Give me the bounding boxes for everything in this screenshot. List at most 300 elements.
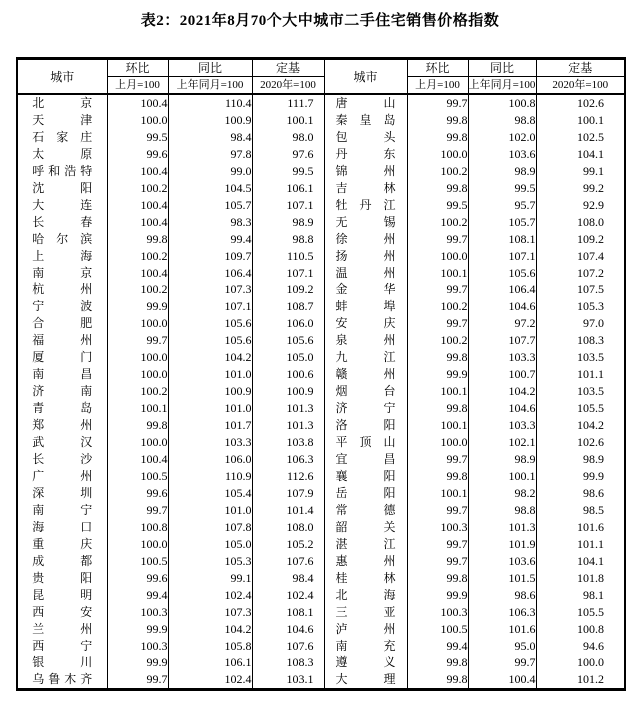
header-mom-base-right: 上月=100 <box>407 77 468 95</box>
table-row <box>17 146 625 163</box>
city-cell <box>324 638 407 655</box>
city-cell <box>324 502 407 519</box>
index-value-cell: 107.1 <box>252 197 324 214</box>
city-cell <box>324 315 407 332</box>
city-name: 呼和浩特 <box>32 163 93 178</box>
table-row <box>17 604 625 621</box>
index-value-cell: 106.0 <box>168 451 252 468</box>
index-value-cell: 98.9 <box>252 214 324 231</box>
index-value-cell: 99.4 <box>107 587 168 604</box>
index-value-cell: 100.3 <box>407 519 468 536</box>
city-cell <box>324 519 407 536</box>
city-name: 西安 <box>32 604 93 619</box>
index-value-cell: 109.2 <box>536 231 625 248</box>
index-value-cell: 97.6 <box>252 146 324 163</box>
city-name: 九江 <box>335 350 396 365</box>
table-row <box>17 519 625 536</box>
index-value-cell: 100.1 <box>252 112 324 129</box>
city-cell <box>17 265 107 282</box>
index-value-cell: 100.2 <box>407 163 468 180</box>
index-value-cell: 99.5 <box>468 180 536 197</box>
index-value-cell: 99.6 <box>107 146 168 163</box>
index-value-cell: 106.1 <box>168 654 252 671</box>
city-cell <box>17 366 107 383</box>
header-base-base-left: 2020年=100 <box>252 77 324 95</box>
index-value-cell: 103.3 <box>468 349 536 366</box>
index-value-cell: 98.2 <box>468 485 536 502</box>
index-value-cell: 103.1 <box>252 671 324 689</box>
index-value-cell: 103.5 <box>536 349 625 366</box>
index-value-cell: 105.2 <box>252 536 324 553</box>
header-mom-left: 环比 <box>107 59 168 77</box>
index-value-cell: 100.0 <box>107 349 168 366</box>
city-name: 烟台 <box>335 384 396 399</box>
index-value-cell: 102.4 <box>252 587 324 604</box>
index-value-cell: 99.6 <box>107 485 168 502</box>
index-value-cell: 100.4 <box>107 163 168 180</box>
city-name: 金华 <box>335 282 396 297</box>
index-value-cell: 105.3 <box>536 298 625 315</box>
index-value-cell: 99.9 <box>407 587 468 604</box>
index-value-cell: 100.1 <box>407 383 468 400</box>
city-name: 济宁 <box>335 401 396 416</box>
index-value-cell: 105.6 <box>168 332 252 349</box>
index-value-cell: 100.4 <box>107 451 168 468</box>
index-value-cell: 108.0 <box>252 519 324 536</box>
index-value-cell: 100.9 <box>252 383 324 400</box>
city-name: 惠州 <box>335 553 396 568</box>
index-value-cell: 98.4 <box>168 129 252 146</box>
index-value-cell: 99.7 <box>407 502 468 519</box>
table-row <box>17 281 625 298</box>
index-value-cell: 100.2 <box>107 248 168 265</box>
table-row <box>17 94 625 112</box>
city-cell <box>324 197 407 214</box>
table-row <box>17 502 625 519</box>
index-value-cell: 104.5 <box>168 180 252 197</box>
table-row <box>17 587 625 604</box>
index-value-cell: 95.0 <box>468 638 536 655</box>
index-value-cell: 100.0 <box>107 315 168 332</box>
city-cell <box>324 146 407 163</box>
index-value-cell: 105.8 <box>168 638 252 655</box>
table-header <box>17 59 625 95</box>
index-value-cell: 99.8 <box>407 570 468 587</box>
index-value-cell: 100.1 <box>536 112 625 129</box>
table-row <box>17 197 625 214</box>
city-cell <box>17 671 107 689</box>
city-name: 北京 <box>32 96 93 110</box>
city-cell <box>17 281 107 298</box>
city-name: 泸州 <box>335 621 396 636</box>
table-row <box>17 638 625 655</box>
index-value-cell: 99.7 <box>468 654 536 671</box>
city-name: 南宁 <box>32 502 93 517</box>
city-cell <box>17 214 107 231</box>
index-value-cell: 108.7 <box>252 298 324 315</box>
index-value-cell: 102.6 <box>536 434 625 451</box>
index-value-cell: 99.7 <box>407 94 468 112</box>
city-cell <box>17 163 107 180</box>
index-value-cell: 101.2 <box>536 671 625 689</box>
index-value-cell: 100.0 <box>536 654 625 671</box>
index-value-cell: 98.3 <box>168 214 252 231</box>
city-cell <box>324 112 407 129</box>
index-value-cell: 99.8 <box>407 112 468 129</box>
city-cell <box>17 197 107 214</box>
index-value-cell: 105.0 <box>252 349 324 366</box>
index-value-cell: 99.7 <box>107 502 168 519</box>
index-value-cell: 106.3 <box>252 451 324 468</box>
table-row <box>17 671 625 689</box>
city-name: 岳阳 <box>335 485 396 500</box>
city-name: 三亚 <box>335 604 396 619</box>
index-value-cell: 99.4 <box>168 231 252 248</box>
city-name: 包头 <box>335 129 396 144</box>
index-value-cell: 100.2 <box>407 214 468 231</box>
index-value-cell: 100.1 <box>407 485 468 502</box>
city-name: 无锡 <box>335 214 396 229</box>
index-value-cell: 108.0 <box>536 214 625 231</box>
city-cell <box>17 315 107 332</box>
index-value-cell: 99.1 <box>168 570 252 587</box>
index-value-cell: 107.8 <box>168 519 252 536</box>
table-row <box>17 349 625 366</box>
table-title: 表2：2021年8月70个大中城市二手住宅销售价格指数 <box>140 13 500 29</box>
index-value-cell: 101.0 <box>168 502 252 519</box>
index-value-cell: 99.7 <box>407 231 468 248</box>
header-yoy-base-left: 上年同月=100 <box>168 77 252 95</box>
index-value-cell: 100.9 <box>168 383 252 400</box>
index-value-cell: 106.4 <box>168 265 252 282</box>
index-value-cell: 107.1 <box>252 265 324 282</box>
index-value-cell: 101.6 <box>468 621 536 638</box>
city-name: 长沙 <box>32 452 93 467</box>
index-value-cell: 100.1 <box>407 265 468 282</box>
city-cell <box>324 281 407 298</box>
index-value-cell: 99.7 <box>407 451 468 468</box>
index-value-cell: 108.3 <box>536 332 625 349</box>
index-value-cell: 100.4 <box>107 197 168 214</box>
city-name: 北海 <box>335 587 396 602</box>
index-value-cell: 99.8 <box>107 417 168 434</box>
city-cell <box>17 536 107 553</box>
index-value-cell: 109.7 <box>168 248 252 265</box>
header-mom-right: 环比 <box>407 59 468 77</box>
index-value-cell: 98.4 <box>252 570 324 587</box>
index-value-cell: 105.0 <box>168 536 252 553</box>
index-value-cell: 99.8 <box>407 400 468 417</box>
table-row <box>17 366 625 383</box>
index-value-cell: 110.5 <box>252 248 324 265</box>
city-cell <box>324 570 407 587</box>
city-name: 武汉 <box>32 435 93 450</box>
header-row-groups <box>17 59 625 77</box>
city-name: 杭州 <box>32 282 93 297</box>
city-name: 西宁 <box>32 638 93 653</box>
index-value-cell: 107.1 <box>468 248 536 265</box>
table-row <box>17 265 625 282</box>
city-cell <box>17 298 107 315</box>
city-name: 广州 <box>32 468 93 483</box>
city-cell <box>17 112 107 129</box>
index-value-cell: 97.8 <box>168 146 252 163</box>
table-row <box>17 417 625 434</box>
city-name: 福州 <box>32 333 93 348</box>
index-value-cell: 99.7 <box>407 281 468 298</box>
index-value-cell: 102.1 <box>468 434 536 451</box>
city-name: 海口 <box>32 519 93 534</box>
index-value-cell: 98.9 <box>468 163 536 180</box>
city-cell <box>17 570 107 587</box>
city-name: 成都 <box>32 553 93 568</box>
index-value-cell: 109.2 <box>252 281 324 298</box>
city-cell <box>324 163 407 180</box>
table-row <box>17 434 625 451</box>
index-value-cell: 103.6 <box>468 553 536 570</box>
index-value-cell: 100.6 <box>252 366 324 383</box>
city-cell <box>17 434 107 451</box>
index-value-cell: 98.9 <box>536 451 625 468</box>
city-cell <box>324 434 407 451</box>
city-cell <box>17 180 107 197</box>
city-name: 锦州 <box>335 163 396 178</box>
index-value-cell: 98.9 <box>468 451 536 468</box>
index-value-cell: 106.0 <box>252 315 324 332</box>
city-cell <box>324 366 407 383</box>
header-city-right: 城市 <box>324 59 407 95</box>
index-value-cell: 99.1 <box>536 163 625 180</box>
city-cell <box>17 146 107 163</box>
index-value-cell: 94.6 <box>536 638 625 655</box>
index-value-cell: 98.1 <box>536 587 625 604</box>
index-value-cell: 97.0 <box>536 315 625 332</box>
index-value-cell: 100.0 <box>107 434 168 451</box>
index-value-cell: 104.6 <box>252 621 324 638</box>
index-value-cell: 98.8 <box>468 112 536 129</box>
table-body <box>17 94 625 690</box>
city-name: 赣州 <box>335 367 396 382</box>
header-base-base-right: 2020年=100 <box>536 77 625 95</box>
city-name: 常德 <box>335 502 396 517</box>
index-value-cell: 99.6 <box>107 570 168 587</box>
index-value-cell: 99.9 <box>107 654 168 671</box>
city-cell <box>17 400 107 417</box>
city-name: 天津 <box>32 112 93 127</box>
table-row <box>17 180 625 197</box>
city-name: 遵义 <box>335 655 396 670</box>
index-value-cell: 100.3 <box>407 604 468 621</box>
table-row <box>17 451 625 468</box>
city-name: 大理 <box>335 672 396 687</box>
index-value-cell: 101.6 <box>536 519 625 536</box>
index-value-cell: 100.2 <box>107 383 168 400</box>
index-value-cell: 107.1 <box>168 298 252 315</box>
index-value-cell: 100.7 <box>468 366 536 383</box>
city-cell <box>17 383 107 400</box>
index-value-cell: 105.4 <box>168 485 252 502</box>
city-name: 南昌 <box>32 367 93 382</box>
table-row <box>17 231 625 248</box>
index-value-cell: 101.5 <box>468 570 536 587</box>
index-value-cell: 105.7 <box>468 214 536 231</box>
index-value-cell: 100.2 <box>107 180 168 197</box>
city-name: 桂林 <box>335 570 396 585</box>
city-cell <box>324 671 407 689</box>
city-name: 韶关 <box>335 519 396 534</box>
table-row <box>17 485 625 502</box>
city-name: 襄阳 <box>335 468 396 483</box>
city-cell <box>17 231 107 248</box>
index-value-cell: 107.4 <box>536 248 625 265</box>
index-value-cell: 106.4 <box>468 281 536 298</box>
index-value-cell: 107.3 <box>168 281 252 298</box>
index-value-cell: 103.8 <box>252 434 324 451</box>
index-value-cell: 106.3 <box>468 604 536 621</box>
city-cell <box>324 485 407 502</box>
city-name: 安庆 <box>335 316 396 331</box>
index-value-cell: 101.1 <box>536 536 625 553</box>
index-value-cell: 100.0 <box>407 434 468 451</box>
index-value-cell: 104.1 <box>536 146 625 163</box>
index-value-cell: 100.1 <box>107 400 168 417</box>
index-value-cell: 105.6 <box>168 315 252 332</box>
index-value-cell: 99.7 <box>407 536 468 553</box>
city-name: 济南 <box>32 384 93 399</box>
table-row <box>17 383 625 400</box>
header-city-left: 城市 <box>17 59 107 95</box>
table-row <box>17 214 625 231</box>
city-cell <box>17 502 107 519</box>
city-name: 平顶山 <box>335 435 396 450</box>
index-value-cell: 100.3 <box>107 604 168 621</box>
index-value-cell: 105.6 <box>468 265 536 282</box>
city-name: 乌鲁木齐 <box>32 672 93 687</box>
index-value-cell: 101.4 <box>252 502 324 519</box>
city-cell <box>324 332 407 349</box>
city-name: 徐州 <box>335 231 396 246</box>
index-value-cell: 99.4 <box>407 638 468 655</box>
header-row-subs <box>17 77 625 95</box>
index-value-cell: 99.5 <box>407 197 468 214</box>
index-value-cell: 107.2 <box>536 265 625 282</box>
city-cell <box>324 654 407 671</box>
index-value-cell: 106.1 <box>252 180 324 197</box>
city-cell <box>17 654 107 671</box>
city-name: 沈阳 <box>32 180 93 195</box>
table-row <box>17 315 625 332</box>
index-value-cell: 100.0 <box>407 146 468 163</box>
index-value-cell: 105.5 <box>536 400 625 417</box>
index-value-cell: 100.0 <box>107 366 168 383</box>
city-cell <box>324 553 407 570</box>
table-row <box>17 570 625 587</box>
index-value-cell: 105.5 <box>536 604 625 621</box>
city-name: 太原 <box>32 146 93 161</box>
index-value-cell: 97.2 <box>468 315 536 332</box>
city-name: 深圳 <box>32 485 93 500</box>
index-value-cell: 99.7 <box>407 315 468 332</box>
city-name: 石家庄 <box>32 129 93 144</box>
table-row <box>17 468 625 485</box>
city-name: 洛阳 <box>335 418 396 433</box>
index-value-cell: 100.2 <box>107 281 168 298</box>
index-value-cell: 100.8 <box>536 621 625 638</box>
index-value-cell: 110.4 <box>168 94 252 112</box>
index-value-cell: 99.9 <box>407 366 468 383</box>
index-value-cell: 104.2 <box>168 621 252 638</box>
city-name: 贵阳 <box>32 570 93 585</box>
city-name: 湛江 <box>335 536 396 551</box>
index-value-cell: 101.7 <box>168 417 252 434</box>
city-name: 唐山 <box>335 96 396 110</box>
city-cell <box>17 553 107 570</box>
city-name: 厦门 <box>32 350 93 365</box>
city-cell <box>324 383 407 400</box>
city-name: 宜昌 <box>335 452 396 467</box>
city-name: 宁波 <box>32 299 93 314</box>
index-value-cell: 100.5 <box>107 468 168 485</box>
index-value-cell: 99.7 <box>407 553 468 570</box>
city-cell <box>324 231 407 248</box>
index-value-cell: 104.2 <box>168 349 252 366</box>
index-value-cell: 99.8 <box>407 654 468 671</box>
index-value-cell: 105.6 <box>252 332 324 349</box>
index-value-cell: 101.8 <box>536 570 625 587</box>
city-name: 郑州 <box>32 418 93 433</box>
city-cell <box>324 621 407 638</box>
table-row <box>17 400 625 417</box>
index-value-cell: 100.4 <box>107 265 168 282</box>
index-value-cell: 105.3 <box>168 553 252 570</box>
city-cell <box>324 248 407 265</box>
index-value-cell: 99.9 <box>107 621 168 638</box>
city-name: 兰州 <box>32 621 93 636</box>
index-value-cell: 104.6 <box>468 298 536 315</box>
city-cell <box>17 604 107 621</box>
city-cell <box>324 451 407 468</box>
header-base-right: 定基 <box>536 59 625 77</box>
index-value-cell: 100.4 <box>107 94 168 112</box>
city-name: 扬州 <box>335 248 396 263</box>
index-value-cell: 107.7 <box>468 332 536 349</box>
city-name: 青岛 <box>32 401 93 416</box>
index-value-cell: 98.8 <box>468 502 536 519</box>
index-value-cell: 107.5 <box>536 281 625 298</box>
index-value-cell: 100.8 <box>107 519 168 536</box>
city-cell <box>17 587 107 604</box>
index-value-cell: 104.2 <box>536 417 625 434</box>
index-value-cell: 100.9 <box>168 112 252 129</box>
city-cell <box>324 265 407 282</box>
table-row <box>17 129 625 146</box>
index-value-cell: 108.1 <box>252 604 324 621</box>
index-value-cell: 107.6 <box>252 553 324 570</box>
city-name: 泉州 <box>335 333 396 348</box>
index-value-cell: 104.2 <box>468 383 536 400</box>
index-value-cell: 100.1 <box>407 417 468 434</box>
index-value-cell: 108.1 <box>468 231 536 248</box>
table-row <box>17 553 625 570</box>
index-value-cell: 101.0 <box>168 366 252 383</box>
table-row <box>17 536 625 553</box>
table-row <box>17 163 625 180</box>
index-value-cell: 99.7 <box>107 671 168 689</box>
city-name: 南充 <box>335 638 396 653</box>
index-value-cell: 99.8 <box>407 468 468 485</box>
table-row <box>17 298 625 315</box>
city-cell <box>17 468 107 485</box>
